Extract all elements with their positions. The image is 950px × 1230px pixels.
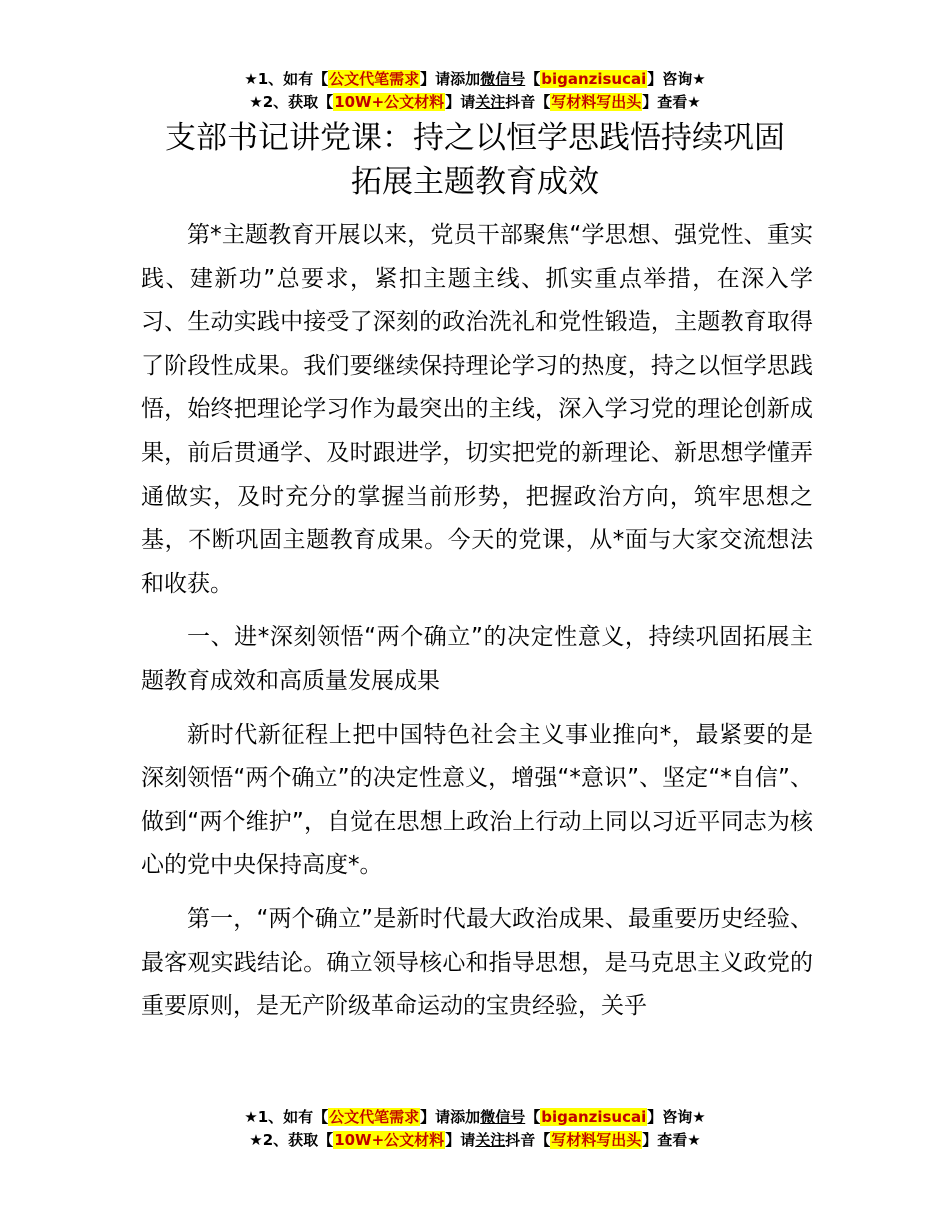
banner-text: 抖音【 xyxy=(505,93,551,111)
highlight-service: 公文代笔需求 xyxy=(329,70,420,88)
banner-text: ★2、获取【 xyxy=(249,93,334,111)
banner-text: 】咨询★ xyxy=(647,70,706,88)
footer-banner xyxy=(0,1106,950,1152)
highlight-douyin: 写材料写出头 xyxy=(551,1131,642,1149)
underlined-text: 关注 xyxy=(475,93,506,111)
highlight-wechat-id: biganzisucai xyxy=(541,70,647,88)
underlined-text: 关注 xyxy=(475,1131,506,1149)
paragraph: 新时代新征程上把中国特色社会主义事业推向*，最紧要的是深刻领悟“两个确立”的决定性意义，增强“*意识”、坚定“*自信”、做到“两个维护”，自觉在思想上政治上行动上同以习近平同志为核心的党中央保持高度*。 xyxy=(141,721,813,879)
title-line-2: 拓展主题教育成效 xyxy=(351,164,599,200)
banner-text: 】查看★ xyxy=(642,93,701,111)
underlined-text: 微信号 xyxy=(480,70,526,88)
highlight-materials: 10W+公文材料 xyxy=(334,93,445,111)
banner-text: 】请 xyxy=(445,1131,476,1149)
underlined-text: 微信号 xyxy=(480,1108,526,1126)
banner-text: 】咨询★ xyxy=(647,1108,706,1126)
section-heading-1: 一、进*深刻领悟“两个确立”的决定性意义，持续巩固拓展主题教育成效和高质量发展成果 xyxy=(141,624,813,694)
banner-line-1 xyxy=(0,1106,950,1129)
highlight-douyin: 写材料写出头 xyxy=(551,93,642,111)
paragraph-intro: 第*主题教育开展以来，党员干部聚焦“学思想、强党性、重实践、建新功”总要求，紧扣主题主线、抓实重点举措，在深入学习、生动实践中接受了深刻的政治洗礼和党性锻造，主题教育取得了阶段性成果。我们要继续保持理论学习的热度，持之以恒学思践悟，始终把理论学习作为最突出的主线，深入学习党的理论创新成果，前后贯通学、及时跟进学，切实把党的新理论、新思想学懂弄通做实，及时充分的掌握当前形势，把握政治方向，筑牢思想之基，不断巩固主题教育成果。今天的党课，从*面与大家交流想法和收获。 xyxy=(141,222,813,597)
highlight-service: 公文代笔需求 xyxy=(329,1108,420,1126)
banner-line-1 xyxy=(0,68,950,91)
banner-line-2 xyxy=(0,91,950,114)
banner-text: ★2、获取【 xyxy=(249,1131,334,1149)
highlight-wechat-id: biganzisucai xyxy=(541,1108,647,1126)
banner-text: 】请添加 xyxy=(420,70,481,88)
highlight-materials: 10W+公文材料 xyxy=(334,1131,445,1149)
banner-text: 抖音【 xyxy=(505,1131,551,1149)
banner-line-2 xyxy=(0,1129,950,1152)
banner-text: ★1、如有【 xyxy=(244,70,329,88)
document-body xyxy=(141,214,813,1029)
banner-text: 【 xyxy=(525,70,541,88)
banner-text: 】查看★ xyxy=(642,1131,701,1149)
header-banner xyxy=(0,68,950,114)
title-line-1: 支部书记讲党课：持之以恒学思践悟持续巩固 xyxy=(165,120,785,156)
paragraph: 第一，“两个确立”是新时代最大政治成果、最重要历史经验、最客观实践结论。确立领导核心和指导思想，是马克思主义政党的重要原则，是无产阶级革命运动的宝贵经验，关乎 xyxy=(141,905,813,1020)
banner-text: 】请 xyxy=(445,93,476,111)
document-title xyxy=(0,116,950,204)
banner-text: 】请添加 xyxy=(420,1108,481,1126)
banner-text: ★1、如有【 xyxy=(244,1108,329,1126)
banner-text: 【 xyxy=(525,1108,541,1126)
